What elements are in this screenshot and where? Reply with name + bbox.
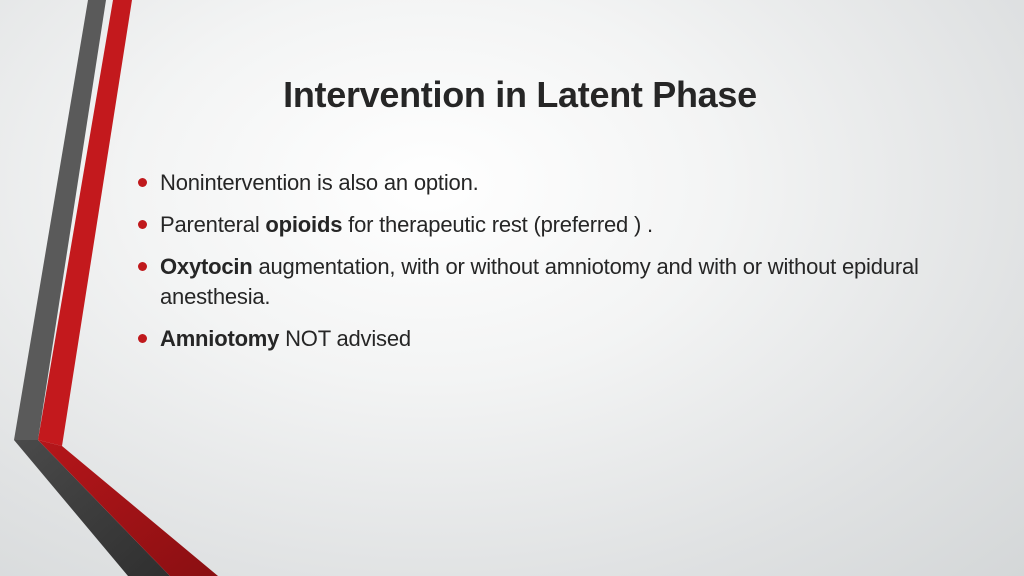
bullet-text-bold: Amniotomy xyxy=(160,326,280,351)
bullet-item xyxy=(138,210,958,240)
slide-title: Intervention in Latent Phase xyxy=(283,74,757,115)
bullet-dot-icon xyxy=(138,252,152,282)
lower-gray-stripe xyxy=(14,440,170,576)
bullet-dot-icon xyxy=(138,210,152,240)
bullet-text-after: for therapeutic rest (preferred ) . xyxy=(342,212,653,237)
bullet-item xyxy=(138,324,958,354)
bullet-text: Nonintervention is also an option. xyxy=(160,170,479,195)
bullet-text-after: augmentation, with or without amniotomy and with or without epidural anesthesia. xyxy=(160,254,919,309)
bullet-dot-icon xyxy=(138,324,152,354)
bullet-list xyxy=(138,168,958,366)
bullet-text-before: Parenteral xyxy=(160,212,266,237)
bullet-text-bold: opioids xyxy=(265,212,343,237)
bullet-text-bold: Oxytocin xyxy=(160,254,253,279)
bullet-text-after: NOT advised xyxy=(279,326,411,351)
bullet-item xyxy=(138,168,958,198)
bullet-item xyxy=(138,252,958,312)
bullet-dot-icon xyxy=(138,168,152,198)
